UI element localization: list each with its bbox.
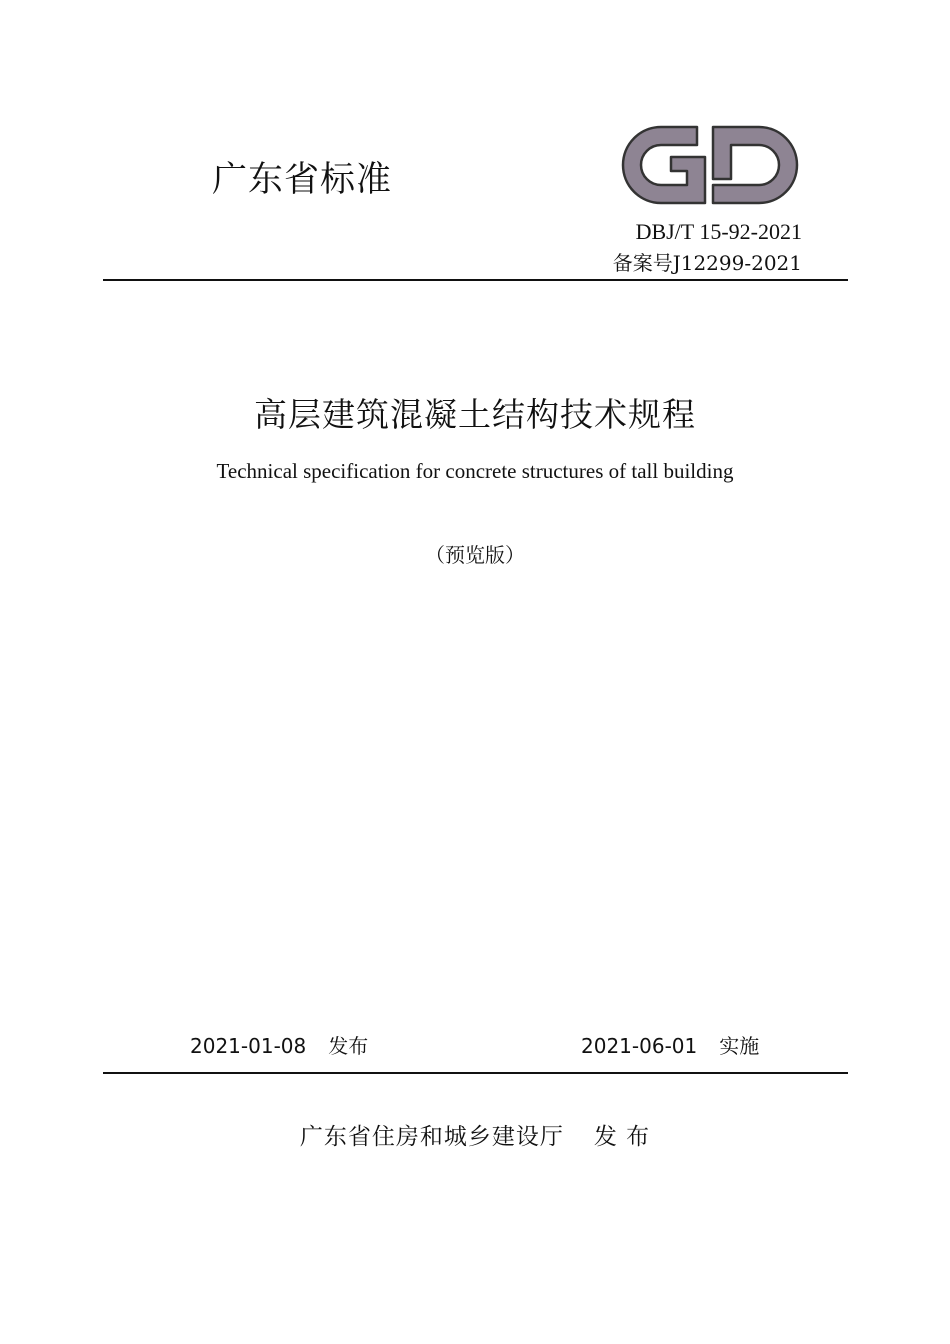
filing-number: 备案号J12299-2021 xyxy=(612,251,802,275)
effective-label: 实施 xyxy=(719,1034,760,1058)
document-title-english: Technical specification for concrete structures of tall building xyxy=(216,459,734,483)
document-title-chinese: 高层建筑混凝土结构技术规程 xyxy=(254,395,696,434)
standard-type-heading: 广东省标准 xyxy=(212,160,393,200)
gd-logo xyxy=(617,121,803,209)
publisher-name: 广东省住房和城乡建设厅 xyxy=(299,1124,564,1150)
publish-label: 发 布 xyxy=(593,1124,651,1150)
issue-date-line xyxy=(190,1036,368,1056)
issue-label: 发布 xyxy=(328,1034,369,1058)
issue-date: 2021-01-08 xyxy=(190,1034,307,1058)
logo-letter-d xyxy=(713,127,797,203)
logo-letter-g xyxy=(623,127,705,203)
standard-code: DBJ/T 15-92-2021 xyxy=(635,219,802,244)
effective-date: 2021-06-01 xyxy=(581,1034,698,1058)
bottom-divider xyxy=(103,1072,848,1074)
top-divider xyxy=(103,279,848,281)
effective-date-line xyxy=(581,1036,759,1056)
publisher-line xyxy=(0,1126,950,1149)
edition-label: （预览版） xyxy=(425,543,525,567)
